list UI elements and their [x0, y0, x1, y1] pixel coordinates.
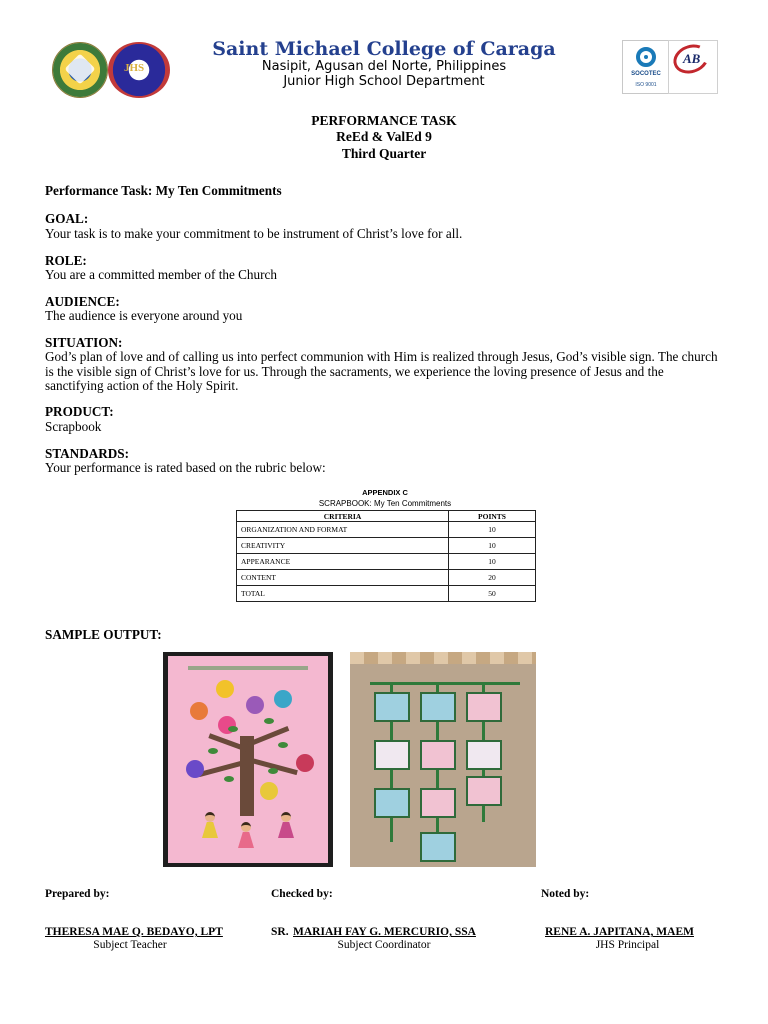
school-address: Nasipit, Agusan del Norte, Philippines: [261, 59, 507, 74]
checked-by-position: Subject Coordinator: [337, 939, 431, 951]
standards-heading: STANDARDS:: [45, 446, 130, 461]
rubric-appendix: APPENDIX C: [362, 488, 408, 497]
rubric-points: 50: [449, 586, 536, 602]
subject-title: ReEd & ValEd 9: [336, 129, 432, 144]
vab-accreditation-icon: AB: [668, 40, 718, 94]
situation-heading: SITUATION:: [45, 335, 123, 350]
noted-by-position: JHS Principal: [595, 939, 660, 951]
rubric-points: 10: [449, 538, 536, 554]
sample-photo-tree-scrapbook: [163, 652, 333, 867]
checked-by-name: MARIAH FAY G. MERCURIO, SSA: [293, 926, 476, 938]
sample-photo-hanging-cards: [350, 652, 536, 867]
product-heading: PRODUCT:: [45, 404, 114, 419]
rubric-points: 10: [449, 522, 536, 538]
checked-by-label: Checked by:: [271, 888, 333, 900]
rubric-points: 20: [449, 570, 536, 586]
rubric-criteria: ORGANIZATION AND FORMAT: [237, 522, 449, 538]
rubric-subtitle: SCRAPBOOK: My Ten Commitments: [318, 499, 452, 508]
rubric-header-criteria: CRITERIA: [237, 511, 449, 522]
table-row: [237, 538, 536, 554]
noted-by-label: Noted by:: [541, 888, 590, 900]
document-title: PERFORMANCE TASK: [311, 113, 457, 128]
rubric-criteria: CONTENT: [237, 570, 449, 586]
table-row: [237, 586, 536, 602]
rubric-criteria: APPEARANCE: [237, 554, 449, 570]
goal-heading: GOAL:: [45, 211, 89, 226]
sample-output-heading: SAMPLE OUTPUT:: [45, 627, 162, 642]
standards-text: Your performance is rated based on the rubric below:: [45, 460, 326, 475]
product-text: Scrapbook: [45, 419, 102, 434]
prepared-by-position: Subject Teacher: [93, 939, 167, 951]
rubric-header-points: POINTS: [449, 511, 536, 522]
audience-text: The audience is everyone around you: [45, 308, 243, 323]
task-name: Performance Task: My Ten Commitments: [45, 183, 282, 198]
prepared-by-label: Prepared by:: [45, 888, 110, 900]
rubric-image: [232, 488, 538, 608]
rubric-points: 10: [449, 554, 536, 570]
noted-by-name: RENE A. JAPITANA, MAEM: [545, 926, 694, 938]
prepared-by-name: THERESA MAE Q. BEDAYO, LPT: [45, 926, 223, 938]
rubric-table: [236, 510, 536, 602]
quarter-title: Third Quarter: [341, 146, 427, 161]
role-heading: ROLE:: [45, 253, 87, 268]
school-department: Junior High School Department: [283, 74, 485, 89]
socotec-certification-icon: SOCOTEC ISO 9001: [622, 40, 670, 94]
school-name: Saint Michael College of Caraga: [212, 38, 556, 60]
rubric-criteria: TOTAL: [237, 586, 449, 602]
table-row: [237, 522, 536, 538]
table-row: [237, 570, 536, 586]
rubric-criteria: CREATIVITY: [237, 538, 449, 554]
table-row: [237, 554, 536, 570]
checked-by-prefix: SR.: [271, 926, 289, 938]
jhs-seal-icon: JHS: [108, 42, 170, 98]
situation-text: God’s plan of love and of calling us into perfect communion with Him is realized through Jesus, God’s visible sign. The church is the visible sign of Christ’s love for us. Through the sacraments, we experience the loving presence of Jesus and the sanctifying action of the Holy Spirit.: [45, 349, 718, 393]
role-text: You are a committed member of the Church: [45, 267, 277, 282]
audience-heading: AUDIENCE:: [45, 294, 120, 309]
goal-text: Your task is to make your commitment to be instrument of Christ’s love for all.: [45, 226, 463, 241]
